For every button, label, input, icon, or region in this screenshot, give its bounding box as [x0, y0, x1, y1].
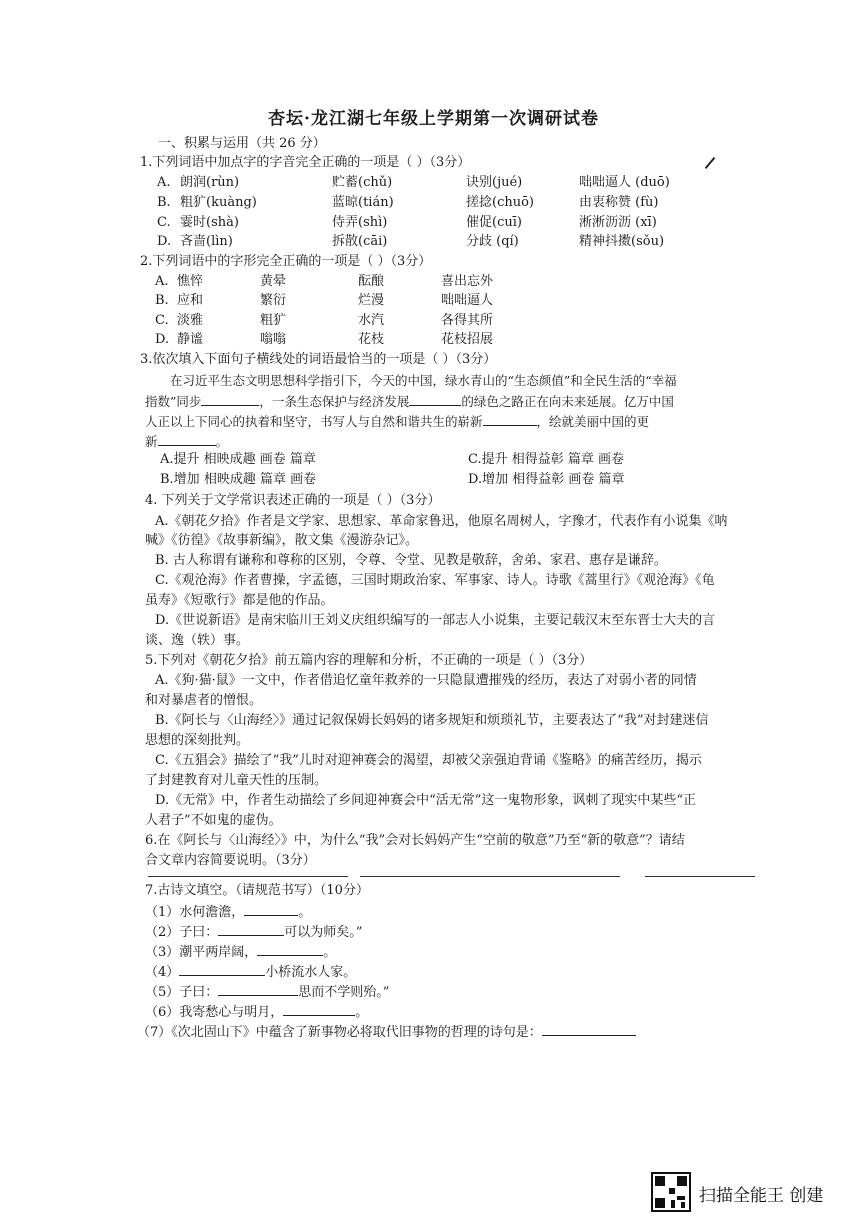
q1-option-letter: A. [157, 175, 171, 190]
q1-option-word: 吝啬(lìn) [180, 234, 233, 249]
q1-option-word: 粗犷(kuàng) [180, 195, 257, 210]
q5-option-b: B.《阿长与〈山海经〉》通过记叙保姆长妈妈的诸多规矩和烦琐礼节，主要表达了“我”对封建迷信 [155, 713, 709, 728]
q2-option-letter: A. [155, 274, 169, 289]
q7-text: 。 [355, 1005, 369, 1020]
q7-text: 。 [323, 945, 337, 960]
q7-item-4 [145, 963, 356, 981]
q7-blank [218, 923, 284, 936]
q2-option-word: 各得其所 [441, 313, 494, 328]
q2-option-word: 咄咄逼人 [441, 293, 494, 308]
q1-option-word: 搓捻(chuō) [466, 195, 534, 210]
q1-stem: 1.下列词语中加点字的字音完全正确的一项是（ ）（3分） [140, 155, 471, 170]
q7-stem: 7.古诗文填空。（请规范书写）（10分） [145, 883, 369, 898]
q3-option-d: D.增加 相得益彰 画卷 篇章 [468, 472, 625, 487]
q7-blank [179, 963, 265, 976]
q1-option-letter: C. [157, 215, 171, 230]
q3-option-b: B.增加 相映成趣 篇章 画卷 [160, 472, 317, 487]
q5-option-d: D.《无常》中，作者生动描绘了乡间迎神赛会中“活无常”这一鬼物形象，讽刺了现实中某些“正 [155, 793, 697, 808]
q6-stem: 6.在《阿长与〈山海经〉》中，为什么“我”会对长妈妈产生“空前的敬意”乃至“新的敬意”？请结 [145, 833, 685, 848]
q7-text: （3）潮平两岸阔， [145, 945, 258, 960]
q3-blank [158, 433, 216, 446]
q3-blank [409, 393, 461, 406]
q7-text: 小桥流水人家。 [265, 965, 357, 980]
q3-passage-text: 指数”同步 [145, 394, 202, 409]
q2-stem: 2.下列词语中的字形完全正确的一项是（ ）（3分） [140, 254, 432, 269]
q1-option-word: 霎时(shà) [180, 215, 239, 230]
q3-blank [201, 393, 259, 406]
q7-text: （6）我寄愁心与明月， [145, 1005, 284, 1020]
q2-option-word: 憔悴 [177, 274, 204, 289]
q6-answer-line [645, 876, 755, 877]
q7-text: 可以为师矣。” [284, 925, 363, 940]
q2-option-word: 花枝招展 [441, 332, 494, 347]
q1-option-word: 淅淅沥沥 (xī) [579, 215, 657, 230]
q4-option-c-cont: 虽寿》《短歌行》都是他的作品。 [145, 593, 334, 608]
q4-option-a-cont: 喊》《彷徨》《故事新编》，散文集《漫游杂记》。 [145, 533, 419, 548]
q1-option-word: 拆散(cāi) [332, 234, 388, 249]
q2-option-word: 喜出忘外 [441, 274, 494, 289]
q3-stem: 3.依次填入下面句子横线处的词语最恰当的一项是（ ）（3分） [140, 352, 497, 367]
q1-option-word: 朗润(rùn) [180, 175, 240, 190]
q3-passage-text: 新 [145, 434, 158, 449]
q5-option-b-cont: 思想的深刻批判。 [145, 733, 250, 748]
q1-option-word: 催促(cuī) [466, 215, 522, 230]
section-heading: 一、积累与运用（共 26 分） [158, 136, 326, 151]
q4-option-d: D.《世说新语》是南宋临川王刘义庆组织编写的一部志人小说集，主要记载汉末至东晋士大夫的言 [155, 613, 716, 628]
q1-option-word: 蓝晾(tián) [332, 195, 394, 210]
q5-option-c-cont: 了封建教育对儿童天性的压制。 [145, 773, 328, 788]
q3-passage-text: 人正以上下同心的执着和坚守，书写人与自然和谐共生的崭新 [145, 414, 483, 429]
q5-option-a-cont: 和对暴虐者的憎恨。 [145, 693, 263, 708]
q2-option-word: 应和 [177, 293, 204, 308]
q2-option-letter: B. [155, 293, 169, 308]
q3-passage-line [145, 393, 674, 410]
q5-stem: 5.下列对《朝花夕拾》前五篇内容的理解和分析，不正确的一项是（ ）（3分） [145, 653, 593, 668]
q4-option-c: C.《观沧海》作者曹操，字孟德，三国时期政治家、军事家、诗人。诗歌《蒿里行》《观沧海》《龟 [155, 573, 715, 588]
q3-passage-text: ，一条生态保护与经济发展 [259, 394, 410, 409]
q7-text: （5）子曰： [145, 985, 219, 1000]
q2-option-word: 水汽 [358, 313, 385, 328]
q1-option-word: 咄咄逼人 (duō) [579, 175, 670, 190]
q3-passage-line: 在习近平生态文明思想科学指引下，今天的中国，绿水青山的“生态颜值”和全民生活的“幸福 [170, 373, 677, 388]
q7-item-3 [145, 943, 336, 961]
q2-option-word: 淡雅 [177, 313, 204, 328]
q5-option-d-cont: 人君子”不如鬼的虚伪。 [145, 813, 282, 828]
exam-title: 杏坛·龙江湖七年级上学期第一次调研试卷 [268, 109, 599, 129]
q6-stem-cont: 合文章内容简要说明。（3分） [145, 853, 316, 868]
q3-option-a: A.提升 相映成趣 画卷 篇章 [160, 452, 316, 467]
q7-blank [244, 903, 298, 916]
q7-text: （2）子曰： [145, 925, 219, 940]
q3-passage-text: 的绿色之路正在向未来延展。亿万中国 [461, 394, 674, 409]
q7-text: （4） [145, 965, 180, 980]
q3-option-c: C.提升 相得益彰 篇章 画卷 [468, 452, 625, 467]
q4-stem: 4. 下列关于文学常识表述正确的一项是（ ）（3分） [145, 493, 441, 508]
q3-passage-line [145, 413, 649, 430]
q2-option-word: 花枝 [358, 332, 385, 347]
q7-item-7 [137, 1023, 636, 1041]
q2-option-word: 静谧 [177, 332, 204, 347]
q2-option-word: 烂漫 [358, 293, 385, 308]
q3-passage-line: 新 。 [145, 434, 229, 449]
q7-text: 思而不学则殆。” [298, 985, 390, 1000]
q1-option-word: 侍弄(shì) [332, 215, 388, 230]
q1-option-word: 精神抖擞(sǒu) [579, 234, 665, 249]
q1-option-word: 由衷称赞 (fù) [579, 195, 659, 210]
q3-passage-text: ，绘就美丽中国的更 [536, 414, 650, 429]
q1-option-letter: B. [157, 195, 171, 210]
q1-option-letter: D. [157, 234, 172, 249]
q3-blank [483, 413, 537, 426]
q2-option-letter: C. [155, 313, 169, 328]
q7-blank [542, 1023, 636, 1036]
q7-item-5 [145, 983, 389, 1001]
q7-item-6 [145, 1003, 368, 1021]
q4-option-d-cont: 谈、逸（轶）事。 [145, 633, 250, 648]
q2-option-word: 粗犷 [260, 313, 287, 328]
q2-option-word: 酝酿 [358, 274, 385, 289]
scanner-watermark: 扫描全能王 创建 [699, 1186, 824, 1206]
q2-option-letter: D. [155, 332, 170, 347]
q7-item-1 [145, 903, 311, 921]
q7-blank [218, 983, 298, 996]
q7-blank [257, 943, 323, 956]
q7-item-2 [145, 923, 362, 941]
q1-option-word: 分歧 (qí) [466, 234, 519, 249]
q6-answer-line [360, 876, 620, 877]
q7-blank [283, 1003, 355, 1016]
q7-text: （1）水何澹澹， [145, 905, 245, 920]
pen-mark-icon [705, 157, 716, 169]
q1-option-word: 贮蓄(chǔ) [332, 175, 393, 190]
q2-option-word: 繁衍 [260, 293, 287, 308]
q7-text: 。 [298, 905, 312, 920]
q6-answer-line [148, 876, 348, 877]
q4-option-b: B. 古人称谓有谦称和尊称的区别，令尊、令堂、见教是敬辞，舍弟、家君、惠存是谦辞。 [155, 553, 667, 568]
qr-code-icon [651, 1172, 691, 1212]
q5-option-a: A.《狗·猫·鼠》一文中，作者借追忆童年救养的一只隐鼠遭摧残的经历，表达了对弱小者的同情 [155, 673, 697, 688]
q2-option-word: 黄晕 [260, 274, 287, 289]
q4-option-a: A.《朝花夕拾》作者是文学家、思想家、革命家鲁迅，他原名周树人，字豫才，代表作有小说集《呐 [155, 514, 728, 529]
q1-option-word: 诀别(jué) [466, 175, 523, 190]
q7-text: （7）《次北固山下》中蕴含了新事物必将取代旧事物的哲理的诗句是： [137, 1025, 542, 1040]
q5-option-c: C.《五猖会》描绘了“我”儿时对迎神赛会的渴望，却被父亲强迫背诵《鉴略》的痛苦经历，揭示 [155, 753, 702, 768]
q2-option-word: 嗡嗡 [260, 332, 287, 347]
